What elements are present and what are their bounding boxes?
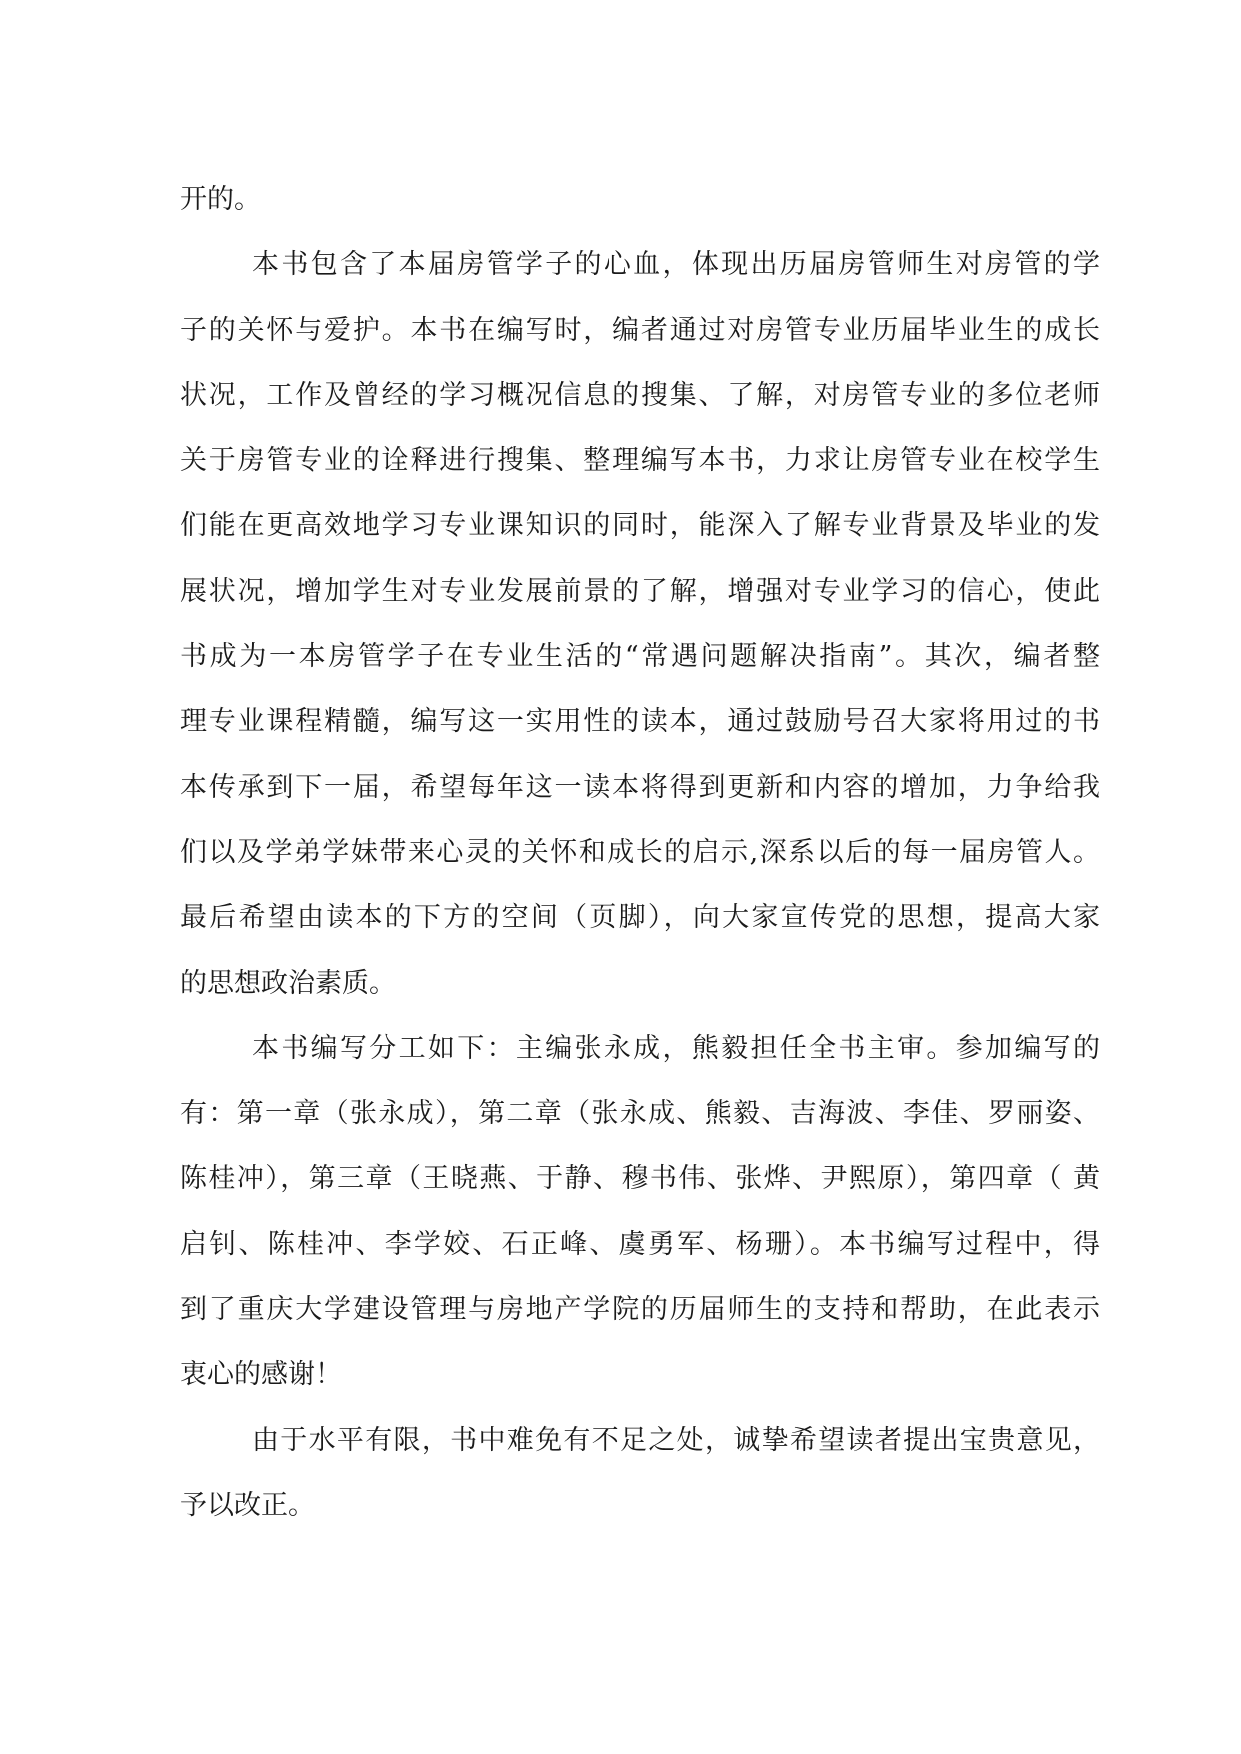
text-line: 最后希望由读本的下方的空间（页脚），向大家宣传党的思想，提高大家 (180, 902, 1100, 934)
text-line: 的思想政治素质。 (180, 967, 396, 999)
text-line: 理专业课程精髓，编写这一实用性的读本，通过鼓励号召大家将用过的书 (180, 706, 1100, 738)
paragraph-continuation (180, 182, 1100, 247)
text-line: 陈桂冲），第三章（王晓燕、于静、穆书伟、张烨、尹熙原），第四章（ 黄 (180, 1163, 1100, 1195)
text-line: 开的。 (180, 184, 261, 215)
paragraph-closing (180, 1423, 1100, 1554)
text-line: 展状况，增加学生对专业发展前景的了解，增强对专业学习的信心，使此 (180, 575, 1100, 607)
text-line: 启钊、陈桂冲、李学姣、石正峰、虞勇军、杨珊）。本书编写过程中，得 (180, 1228, 1100, 1260)
text-line: 有：第一章（张永成），第二章（张永成、熊毅、吉海波、李佳、罗丽姿、 (180, 1098, 1100, 1130)
text-line: 们以及学弟学妹带来心灵的关怀和成长的启示,深系以后的每一届房管人。 (180, 836, 1100, 868)
text-line: 关于房管专业的诠释进行搜集、整理编写本书，力求让房管专业在校学生 (180, 445, 1100, 477)
text-line: 衷心的感谢！ (180, 1359, 342, 1391)
text-line: 书成为一本房管学子在专业生活的“常遇问题解决指南”。其次，编者整 (180, 641, 1100, 673)
text-line: 们能在更高效地学习专业课知识的同时，能深入了解专业背景及毕业的发 (180, 510, 1100, 542)
text-line: 本传承到下一届，希望每年这一读本将得到更新和内容的增加，力争给我 (180, 771, 1100, 803)
text-line: 到了重庆大学建设管理与房地产学院的历届师生的支持和帮助，在此表示 (180, 1294, 1100, 1326)
text-line: 予以改正。 (180, 1489, 315, 1521)
text-line: 本书编写分工如下：主编张永成，熊毅担任全书主审。参加编写的 (252, 1032, 1100, 1064)
text-line: 子的关怀与爱护。本书在编写时，编者通过对房管专业历届毕业生的成长 (180, 314, 1100, 346)
paragraph-book-purpose (180, 247, 1100, 1031)
document-body (180, 182, 1100, 1553)
paragraph-authors (180, 1031, 1100, 1423)
text-line: 本书包含了本届房管学子的心血，体现出历届房管师生对房管的学 (252, 249, 1100, 281)
text-line: 由于水平有限，书中难免有不足之处，诚挚希望读者提出宝贵意见， (252, 1424, 1100, 1456)
text-line: 状况，工作及曾经的学习概况信息的搜集、了解，对房管专业的多位老师 (180, 379, 1100, 411)
